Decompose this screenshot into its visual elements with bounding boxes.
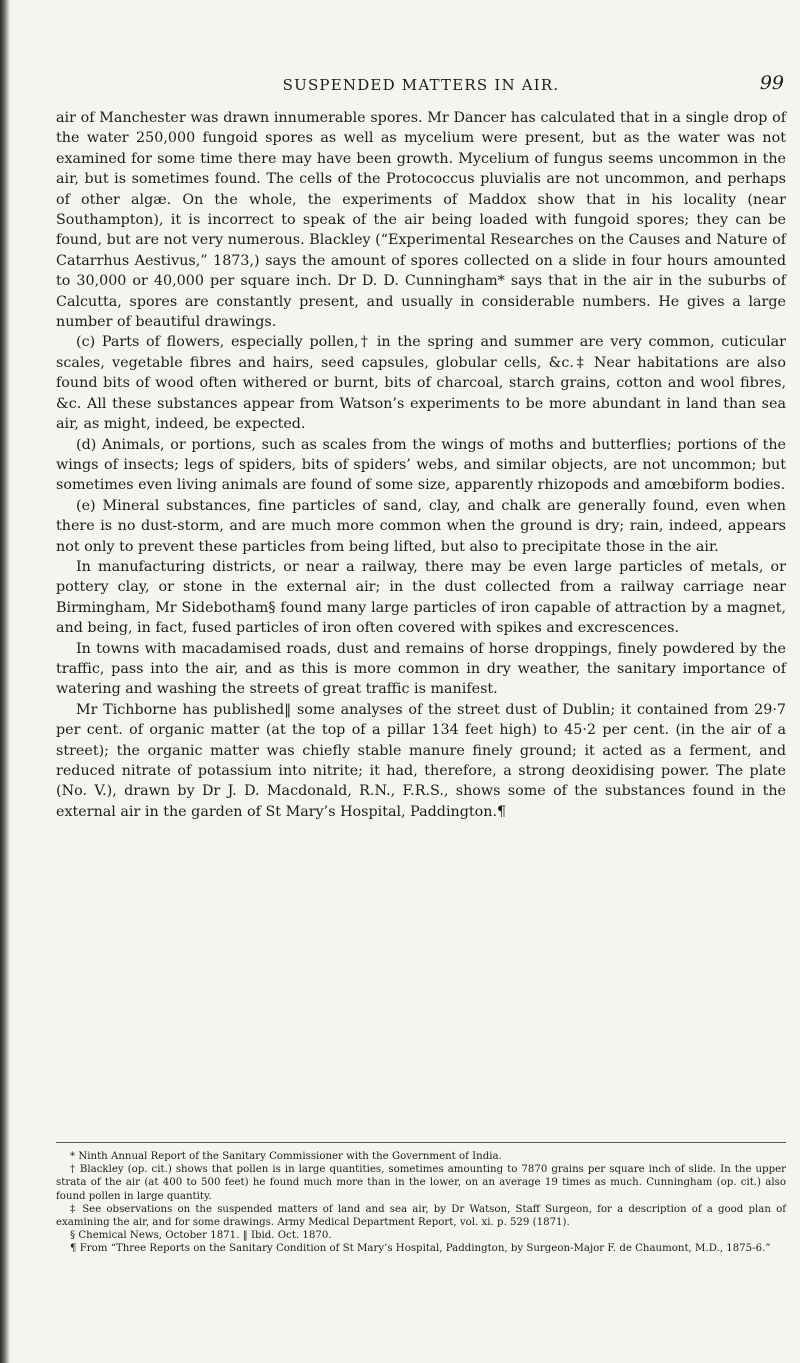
paragraph: (d) Animals, or portions, such as scales from the wings of moths and butterflies; portions of the wings of insects; legs of spiders, bits of spiders’ webs, and similar objects, are not uncommon; but sometimes even living animals are found of some size, apparently rhizopods and amœbiform bodies. [56,436,786,494]
paragraph: In towns with macadamised roads, dust and remains of horse droppings, finely powdered by the traffic, pass into the air, and as this is more common in dry weather, the sanitary importance of watering and washing the streets of great traffic is manifest. [56,640,786,698]
paragraph: air of Manchester was drawn innumerable spores. Mr Dancer has calculated that in a single drop of the water 250,000 fungoid spores as well as mycelium were present, but as the water was not examined for some time there may have been growth. Mycelium of fungus seems uncommon in the air, but is sometimes found. The cells of the Protococcus pluvialis are not uncommon, and perhaps of other algæ. On the whole, the experiments of Maddox show that in his locality (near Southampton), it is incorrect to speak of the air being loaded with fungoid spores; they can be found, but are not very numerous. Blackley (“Experimental Researches on the Causes and Nature of Catarrhus Aestivus,” 1873,) says the amount of spores collected on a slide in four hours amounted to 30,000 or 40,000 per square inch. Dr D. D. Cunningham* says that in the air in the suburbs of Calcutta, spores are constantly present, and usually in considerable numbers. He gives a large number of beautiful drawings. [56,110,786,331]
page-header [56,74,786,98]
footnote: ¶ From “Three Reports on the Sanitary Condition of St Mary’s Hospital, Paddington, by Surgeon-Major F. de Chaumont, M.D., 1875-6.” [70,1243,771,1255]
footnote: ‡ See observations on the suspended matters of land and sea air, by Dr Watson, Staff Surgeon, for a description of a good plan of examining the air, and for some drawings. Army Medical Department Report, vol. xi. p. 529 (1871). [56,1203,786,1229]
page-number: 99 [759,72,784,94]
footnote: * Ninth Annual Report of the Sanitary Commissioner with the Government of India. [70,1151,502,1162]
paragraph: (e) Mineral substances, fine particles of sand, clay, and chalk are generally found, even when there is no dust-storm, and are much more common when the ground is dry; rain, indeed, appears not only to prevent these particles from being lifted, but also to precipitate those in the air. [56,497,786,555]
body-text [56,108,786,822]
footnote-divider [56,1142,786,1143]
footnote: † Blackley (op. cit.) shows that pollen is in large quantities, sometimes amounting to 7870 grains per square inch of slide. In the upper strata of the air (at 400 to 500 feet) he found much more than in the lower, on an average 19 times as much. Cunningham (op. cit.) also found pollen in large quantity. [56,1164,786,1202]
footnote: § Chemical News, October 1871. ‖ Ibid. Oct. 1870. [70,1230,332,1242]
page-binding-edge [0,0,10,1363]
footnotes [56,1150,786,1256]
paragraph: In manufacturing districts, or near a railway, there may be even large particles of metals, or pottery clay, or stone in the external air; in the dust collected from a railway carriage near Birmingham, Mr Sidebotham§ found many large particles of iron capable of attraction by a magnet, and being, in fact, fused particles of iron often covered with spikes and excrescences. [56,558,786,637]
paragraph: (c) Parts of flowers, especially pollen,† in the spring and summer are very common, cuticular scales, vegetable fibres and hairs, seed capsules, globular cells, &c.‡ Near habitations are also found bits of wood often withered or burnt, bits of charcoal, starch grains, cotton and wool fibres, &c. All these substances appear from Watson’s experiments to be more abundant in land than sea air, as might, indeed, be expected. [56,334,786,433]
running-title: SUSPENDED MATTERS IN AIR. [282,76,560,94]
paragraph: Mr Tichborne has published‖ some analyses of the street dust of Dublin; it contained from 29·7 per cent. of organic matter (at the top of a pillar 134 feet high) to 45·2 per cent. (in the air of a street); the organic matter was chiefly stable manure finely ground; it acted as a ferment, and reduced nitrate of potassium into nitrite; it had, therefore, a strong deoxidising power. The plate (No. V.), drawn by Dr J. D. Macdonald, R.N., F.R.S., shows some of the substances found in the external air in the garden of St Mary’s Hospital, Paddington.¶ [56,701,786,820]
